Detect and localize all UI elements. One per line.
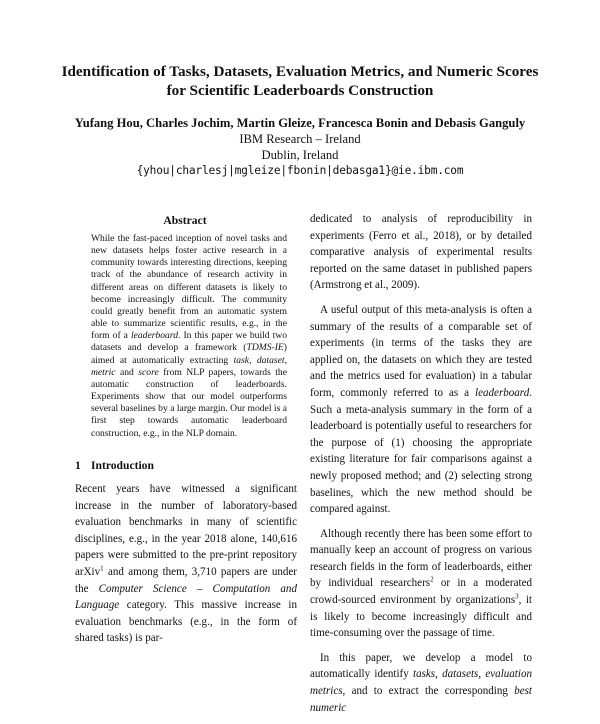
right-emphasis: best numeric [310, 685, 532, 714]
right-text: In this paper, we develop a model to automatically identify [310, 651, 532, 681]
right-text: . Such a meta-analysis summary in the form of a leaderboard is potentially useful to researchers for the purpose of (1) choosing the appropriate existing literature for fair comparisons against a newly proposed method; and (2) selecting strong baselines, which the new method should be compared against. [310, 386, 532, 516]
intro-emphasis: Computer Science – Computation and Language [75, 582, 297, 612]
location: Dublin, Ireland [261, 148, 339, 162]
author-emails: {yhou|charlesj|mgleize|fbonin|debasga1}@ie.ibm.com [136, 164, 464, 177]
paper-authors: Yufang Hou, Charles Jochim, Martin Gleize, Francesca Bonin and Debasis Ganguly [74, 116, 526, 130]
abstract-emphasis: score [138, 366, 159, 378]
right-paragraph-2 [310, 302, 532, 518]
abstract-emphasis: leaderboard [130, 330, 179, 342]
section-number: 1 [75, 459, 81, 472]
abstract-emphasis: TDMS-IE [246, 342, 284, 354]
right-paragraph-3 [310, 526, 532, 642]
introduction-paragraph [75, 481, 297, 647]
introduction-body [75, 481, 297, 647]
abstract-text: . In this paper we build two datasets and develop a framework ( [91, 330, 287, 354]
right-text: , it is likely to become increasingly difficult and time-consuming over the passage of time. [310, 594, 532, 640]
intro-text: Recent years have witnessed a significant increase in the number of laboratory-based evaluation benchmarks in many of scientific disciplines, e.g., in the year 2018 alone, 140,616 papers were submitted to the pre-print repository arXiv [75, 483, 297, 578]
right-paragraph-1: dedicated to analysis of reproducibility in experiments (Ferro et al., 2018), or by detailed comparative analysis of experimental results reported on the same dataset in published papers (Armstrong et al., 2009). [310, 213, 532, 292]
abstract-text: While the fast-paced inception of novel tasks and new datasets helps foster active research in a community towards interesting directions, keeping track of the abundance of research activity in different areas on different datasets is likely to become increasingly difficult. The community could greatly benefit from an automatic system able to summarize scientific results, e.g., in the form of a [91, 233, 287, 342]
right-text: or in a moderated crowd-sourced environment by organizations [310, 577, 532, 607]
right-column [310, 211, 532, 724]
footnote-marker: 1 [100, 564, 104, 573]
right-text: Although recently there has been some effort to manually keep an account of progress on various research fields in the form of leaderboards, either by individual researchers [310, 527, 532, 590]
right-emphasis: tasks, datasets, evaluation metrics [310, 668, 532, 698]
abstract-text: and [115, 366, 139, 378]
affiliation: IBM Research – Ireland [239, 132, 361, 146]
abstract-text: from NLP papers, towards the automatic construction of leaderboards. Experiments show that our model outperforms several baselines by a large margin. Our model is a first step towards automatic leaderboard construction, e.g., in the NLP domain. [91, 366, 287, 439]
footnote-marker: 2 [430, 575, 434, 584]
section-title: Introduction [91, 459, 154, 472]
right-emphasis: leaderboard [475, 386, 530, 399]
section-heading-introduction [75, 459, 295, 472]
right-text: A useful output of this meta-analysis is often a summary of the results of a comparable set of experiments (in terms of the tasks they are applied on, the datasets on which they are tested and the metrics used for evaluation) in a tabular form, commonly referred to as a [310, 303, 532, 399]
abstract-paragraph [91, 233, 287, 440]
intro-text: and among them, 3,710 papers are under the [75, 565, 297, 595]
right-paragraph-4 [310, 650, 532, 716]
paper-title: Identification of Tasks, Datasets, Evaluation Metrics, and Numeric Scores for Scientific Leaderboards Construction [61, 63, 539, 99]
abstract-text: ) aimed at automatically extracting [91, 342, 287, 366]
right-text: , and to extract the corresponding [342, 685, 515, 698]
footnote-marker: 3 [515, 592, 519, 601]
intro-text: category. This massive increase in evaluation benchmarks (e.g., in the form of shared tasks) is par- [75, 599, 297, 645]
abstract-body [91, 233, 287, 440]
abstract-heading: Abstract [163, 214, 207, 227]
abstract-emphasis: task, dataset, metric [91, 354, 287, 378]
